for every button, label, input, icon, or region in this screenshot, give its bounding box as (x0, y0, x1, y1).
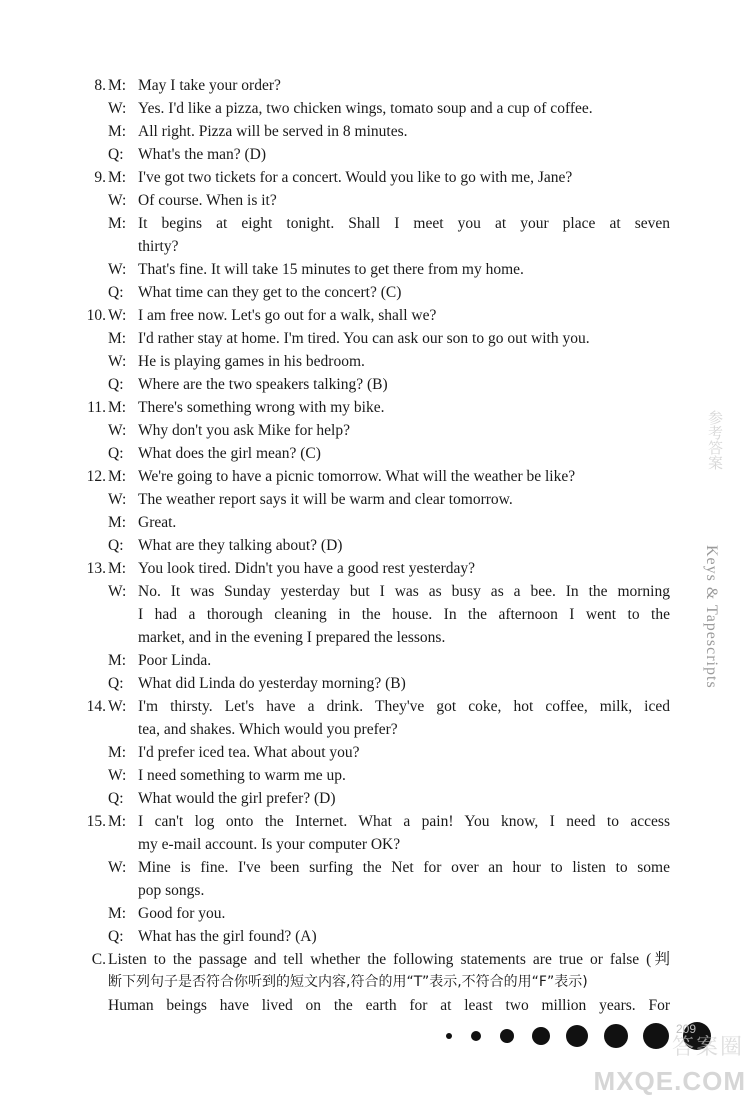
dialogue-line (70, 787, 670, 810)
dialogue-line (70, 649, 670, 672)
dialogue-line (70, 166, 670, 189)
section-label: C. (91, 951, 106, 968)
utterance-text: I am free now. Let's go out for a walk, shall we? (138, 307, 437, 324)
watermark-bottom: MXQE.COM (593, 1066, 746, 1096)
item-number: 15. (86, 813, 106, 830)
utterance-text: It begins at eight tonight. Shall I meet you at your place at seven (138, 215, 670, 232)
passage-line (70, 994, 670, 1017)
item-number: 14. (86, 698, 106, 715)
dialogue-line (70, 327, 670, 350)
dialogue-line-continued (70, 235, 670, 258)
utterance-text: I need something to warm me up. (138, 767, 346, 784)
utterance-text: He is playing games in his bedroom. (138, 353, 365, 370)
utterance-text: You look tired. Didn't you have a good rest yesterday? (138, 560, 475, 577)
item-number: 10. (86, 307, 106, 324)
watermark (593, 1030, 750, 1102)
utterance-text: What did Linda do yesterday morning? (B) (138, 675, 406, 692)
speaker-label: M: (108, 399, 127, 416)
section-c-instruction-cn: 断下列句子是否符合你听到的短文内容,符合的用“T”表示,不符合的用“F”表示) (108, 974, 588, 990)
dialogue-line (70, 189, 670, 212)
dot (471, 1031, 481, 1041)
passage-text: Human beings have lived on the earth for at least two million years. For (108, 997, 670, 1014)
dialogue-line (70, 396, 670, 419)
utterance-text: Great. (138, 514, 177, 531)
speaker-label: M: (108, 169, 127, 186)
dot (566, 1025, 588, 1047)
transcript-content (70, 74, 670, 1017)
dialogue-line (70, 557, 670, 580)
item-number: 9. (94, 169, 106, 186)
utterance-continued: pop songs. (138, 882, 205, 899)
utterance-text: Of course. When is it? (138, 192, 277, 209)
speaker-label: Q: (108, 537, 124, 554)
speaker-label: Q: (108, 146, 124, 163)
dialogue-line (70, 281, 670, 304)
dialogue-line (70, 97, 670, 120)
speaker-label: M: (108, 123, 127, 140)
speaker-label: W: (108, 767, 127, 784)
speaker-label: M: (108, 560, 127, 577)
dialogue-line (70, 534, 670, 557)
dialogue-line (70, 465, 670, 488)
speaker-label: M: (108, 905, 127, 922)
utterance-text: We're going to have a picnic tomorrow. What will the weather be like? (138, 468, 576, 485)
speaker-label: W: (108, 583, 127, 600)
dialogue-line (70, 856, 670, 879)
speaker-label: Q: (108, 376, 124, 393)
utterance-text: Where are the two speakers talking? (B) (138, 376, 388, 393)
speaker-label: Q: (108, 790, 124, 807)
speaker-label: W: (108, 698, 127, 715)
speaker-label: M: (108, 77, 127, 94)
utterance-text: Yes. I'd like a pizza, two chicken wings, tomato soup and a cup of coffee. (138, 100, 593, 117)
dialogue-line (70, 672, 670, 695)
dialogue-line-continued (70, 879, 670, 902)
speaker-label: W: (108, 422, 127, 439)
utterance-continued: my e-mail account. Is your computer OK? (138, 836, 401, 853)
dialogue-line (70, 258, 670, 281)
utterance-text: I'd rather stay at home. I'm tired. You can ask our son to go out with you. (138, 330, 590, 347)
dialogue-line (70, 419, 670, 442)
item-number: 8. (94, 77, 106, 94)
speaker-label: M: (108, 330, 127, 347)
utterance-text: Poor Linda. (138, 652, 212, 669)
utterance-text: What are they talking about? (D) (138, 537, 343, 554)
utterance-text: I'm thirsty. Let's have a drink. They've got coke, hot coffee, milk, iced (138, 698, 670, 715)
utterance-text: Why don't you ask Mike for help? (138, 422, 350, 439)
item-number: 11. (87, 399, 106, 416)
utterance-text: All right. Pizza will be served in 8 minutes. (138, 123, 408, 140)
speaker-label: Q: (108, 445, 124, 462)
dialogue-line (70, 442, 670, 465)
item-number: 12. (86, 468, 106, 485)
utterance-text: May I take your order? (138, 77, 281, 94)
utterance-text: What has the girl found? (A) (138, 928, 317, 945)
dialogue-line (70, 764, 670, 787)
utterance-text: What does the girl mean? (C) (138, 445, 321, 462)
utterance-text: What's the man? (D) (138, 146, 267, 163)
dialogue-line (70, 902, 670, 925)
speaker-label: M: (108, 514, 127, 531)
utterance-text: No. It was Sunday yesterday but I was as busy as a bee. In the morning (138, 583, 670, 600)
speaker-label: W: (108, 491, 127, 508)
dialogue-line (70, 304, 670, 327)
dialogue-line-continued (70, 626, 670, 649)
speaker-label: M: (108, 468, 127, 485)
side-label-faint: 参考答案 (706, 410, 722, 470)
speaker-label: Q: (108, 928, 124, 945)
utterance-continued: market, and in the evening I prepared the lessons. (138, 629, 446, 646)
utterance-text: Mine is fine. I've been surfing the Net for over an hour to listen to some (138, 859, 670, 876)
speaker-label: M: (108, 813, 127, 830)
section-c-instruction-en: Listen to the passage and tell whether the following statements are true or false (判 (108, 951, 670, 968)
utterance-text: That's fine. It will take 15 minutes to get there from my home. (138, 261, 524, 278)
dialogue-line (70, 74, 670, 97)
dialogue-line (70, 143, 670, 166)
dialogue-line (70, 511, 670, 534)
dialogue-line (70, 212, 670, 235)
speaker-label: W: (108, 100, 127, 117)
dialogue-line-continued (70, 718, 670, 741)
speaker-label: M: (108, 744, 127, 761)
utterance-text: What time can they get to the concert? (C) (138, 284, 402, 301)
speaker-label: W: (108, 307, 127, 324)
dialogue-line (70, 120, 670, 143)
side-label: Keys & Tapescripts (703, 545, 720, 689)
utterance-text: Good for you. (138, 905, 226, 922)
utterance-text: What would the girl prefer? (D) (138, 790, 336, 807)
utterance-text: I'd prefer iced tea. What about you? (138, 744, 360, 761)
section-c-instruction (70, 948, 670, 971)
speaker-label: Q: (108, 284, 124, 301)
speaker-label: Q: (108, 675, 124, 692)
utterance-text: The weather report says it will be warm and clear tomorrow. (138, 491, 513, 508)
dot (446, 1033, 452, 1039)
dialogue-line-continued (70, 833, 670, 856)
dialogue-line (70, 695, 670, 718)
utterance-continued: I had a thorough cleaning in the house. In the afternoon I went to the (138, 606, 670, 623)
section-c-instruction-cn-line (70, 971, 670, 994)
utterance-text: There's something wrong with my bike. (138, 399, 385, 416)
dialogue-line (70, 488, 670, 511)
speaker-label: W: (108, 859, 127, 876)
utterance-text: I've got two tickets for a concert. Would you like to go with me, Jane? (138, 169, 573, 186)
utterance-continued: tea, and shakes. Which would you prefer? (138, 721, 398, 738)
speaker-label: W: (108, 353, 127, 370)
utterance-continued: thirty? (138, 238, 179, 255)
speaker-label: W: (108, 192, 127, 209)
dialogue-line-continued (70, 603, 670, 626)
utterance-text: I can't log onto the Internet. What a pain! You know, I need to access (138, 813, 670, 830)
speaker-label: W: (108, 261, 127, 278)
dialogue-line (70, 810, 670, 833)
dialogue-line (70, 373, 670, 396)
speaker-label: M: (108, 215, 127, 232)
page-number: 209 (676, 1022, 697, 1036)
dialogue-line (70, 925, 670, 948)
dot (532, 1027, 550, 1045)
speaker-label: M: (108, 652, 127, 669)
dot (500, 1029, 514, 1043)
item-number: 13. (86, 560, 106, 577)
dialogue-line (70, 580, 670, 603)
watermark-top: 答案圈 (671, 1034, 744, 1059)
dialogue-line (70, 741, 670, 764)
dialogue-line (70, 350, 670, 373)
